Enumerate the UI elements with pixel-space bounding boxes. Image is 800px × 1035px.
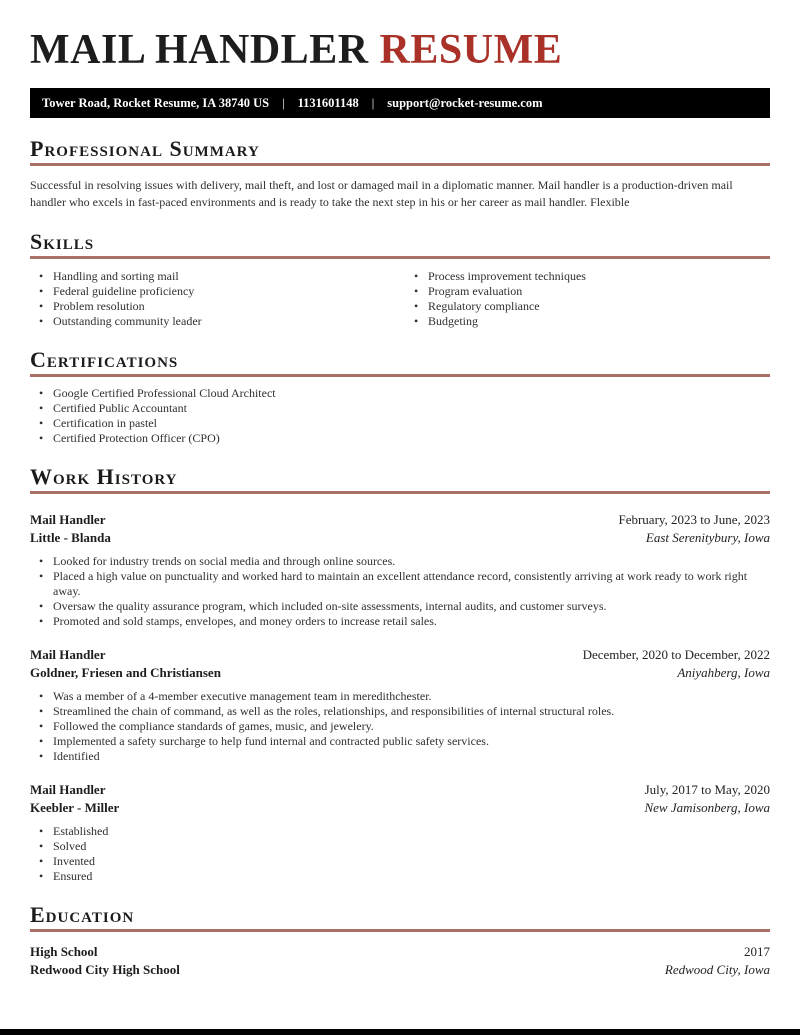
job-title: Mail Handler (30, 512, 106, 527)
job-bullet-list (30, 554, 770, 629)
job (30, 781, 770, 884)
skill-item: • Federal guideline proficiency (30, 284, 405, 299)
job-bullet: • Solved (30, 839, 770, 854)
job-bullet: • Oversaw the quality assurance program, which included on-site assessments, internal audits, and customer surveys. (30, 599, 770, 614)
job-header-row (30, 511, 770, 529)
job-location: Aniyahberg, Iowa (677, 665, 770, 680)
section-work-history (30, 465, 770, 884)
section-rule (30, 374, 770, 377)
job-bullet: • Established (30, 824, 770, 839)
job-bullet: • Looked for industry trends on social media and through online sources. (30, 554, 770, 569)
education-school: Redwood City High School (30, 962, 180, 977)
job-bullet: • Streamlined the chain of command, as well as the roles, relationships, and responsibilities of internal structural roles. (30, 704, 770, 719)
job-bullet: • Identified (30, 749, 770, 764)
skill-item: • Program evaluation (405, 284, 770, 299)
skill-item: • Outstanding community leader (30, 314, 405, 329)
education-location: Redwood City, Iowa (664, 962, 770, 977)
job (30, 646, 770, 764)
job-bullet: • Followed the compliance standards of games, music, and jewelery. (30, 719, 770, 734)
job-bullet: • Was a member of a 4-member executive management team in meredithchester. (30, 689, 770, 704)
certifications-heading: Certifications (30, 347, 179, 372)
section-rule (30, 491, 770, 494)
job-subheader-row (30, 664, 770, 682)
work-history-heading: Work History (30, 464, 178, 489)
skill-item: • Budgeting (405, 314, 770, 329)
education-heading: Education (30, 902, 135, 927)
section-certifications (30, 348, 770, 446)
job-bullet-list (30, 824, 770, 884)
education-header-row (30, 943, 770, 961)
summary-text: Successful in resolving issues with delivery, mail theft, and lost or damaged mail in a diplomatic manner. Mail handler is a production-driven mail handler who excels in fast-paced environments and is ready to take the next step in his or her career as mail handler. Flexible (30, 178, 733, 209)
job-title: Mail Handler (30, 647, 106, 662)
page-title-primary: MAIL HANDLER (30, 27, 369, 73)
job-header-row (30, 646, 770, 664)
section-rule (30, 163, 770, 166)
education-subheader-row (30, 961, 770, 979)
skills-column-left (30, 269, 405, 329)
skill-item: • Process improvement techniques (405, 269, 770, 284)
education-entry (30, 943, 770, 979)
job-bullet: • Ensured (30, 869, 770, 884)
job-header-row (30, 781, 770, 799)
contact-address: Tower Road, Rocket Resume, IA 38740 US (42, 95, 270, 110)
job-bullet: • Promoted and sold stamps, envelopes, and money orders to increase retail sales. (30, 614, 770, 629)
job-dates: December, 2020 to December, 2022 (582, 647, 770, 662)
skill-item: • Problem resolution (30, 299, 405, 314)
section-summary (30, 137, 770, 211)
contact-bar (30, 88, 770, 118)
skills-columns (30, 269, 770, 329)
contact-email: support@rocket-resume.com (387, 95, 543, 110)
skills-column-right (405, 269, 770, 329)
certification-item: • Google Certified Professional Cloud Architect (30, 386, 770, 401)
certifications-list (30, 386, 770, 446)
skill-item: • Handling and sorting mail (30, 269, 405, 284)
job (30, 511, 770, 629)
skills-heading: Skills (30, 229, 95, 254)
job-location: East Serenitybury, Iowa (645, 530, 770, 545)
job-company: Keebler - Miller (30, 800, 120, 815)
job-company: Goldner, Friesen and Christiansen (30, 665, 221, 680)
job-dates: July, 2017 to May, 2020 (644, 782, 770, 797)
summary-heading: Professional Summary (30, 136, 260, 161)
job-subheader-row (30, 799, 770, 817)
job-bullet: • Placed a high value on punctuality and worked hard to maintain an excellent attendance record, consistently arriving at work ready to work right away. (30, 569, 770, 599)
skill-item: • Regulatory compliance (405, 299, 770, 314)
certification-item: • Certified Protection Officer (CPO) (30, 431, 770, 446)
education-year: 2017 (744, 944, 770, 959)
section-education (30, 903, 770, 979)
job-bullet: • Implemented a safety surcharge to help fund internal and contracted public safety services. (30, 734, 770, 749)
job-dates: February, 2023 to June, 2023 (618, 512, 770, 527)
certification-item: • Certified Public Accountant (30, 401, 770, 416)
page-title-accent: RESUME (379, 27, 563, 73)
contact-separator: | (371, 95, 375, 110)
job-bullet: • Invented (30, 854, 770, 869)
page-title (30, 0, 770, 75)
section-rule (30, 256, 770, 259)
job-location: New Jamisonberg, Iowa (644, 800, 770, 815)
job-subheader-row (30, 529, 770, 547)
section-rule (30, 929, 770, 932)
education-degree: High School (30, 944, 98, 959)
job-company: Little - Blanda (30, 530, 111, 545)
contact-phone: 1131601148 (297, 95, 359, 110)
job-bullet-list (30, 689, 770, 764)
contact-separator: | (282, 95, 285, 110)
job-title: Mail Handler (30, 782, 106, 797)
certification-item: • Certification in pastel (30, 416, 770, 431)
footer-bar (0, 1029, 800, 1035)
section-skills (30, 230, 770, 329)
